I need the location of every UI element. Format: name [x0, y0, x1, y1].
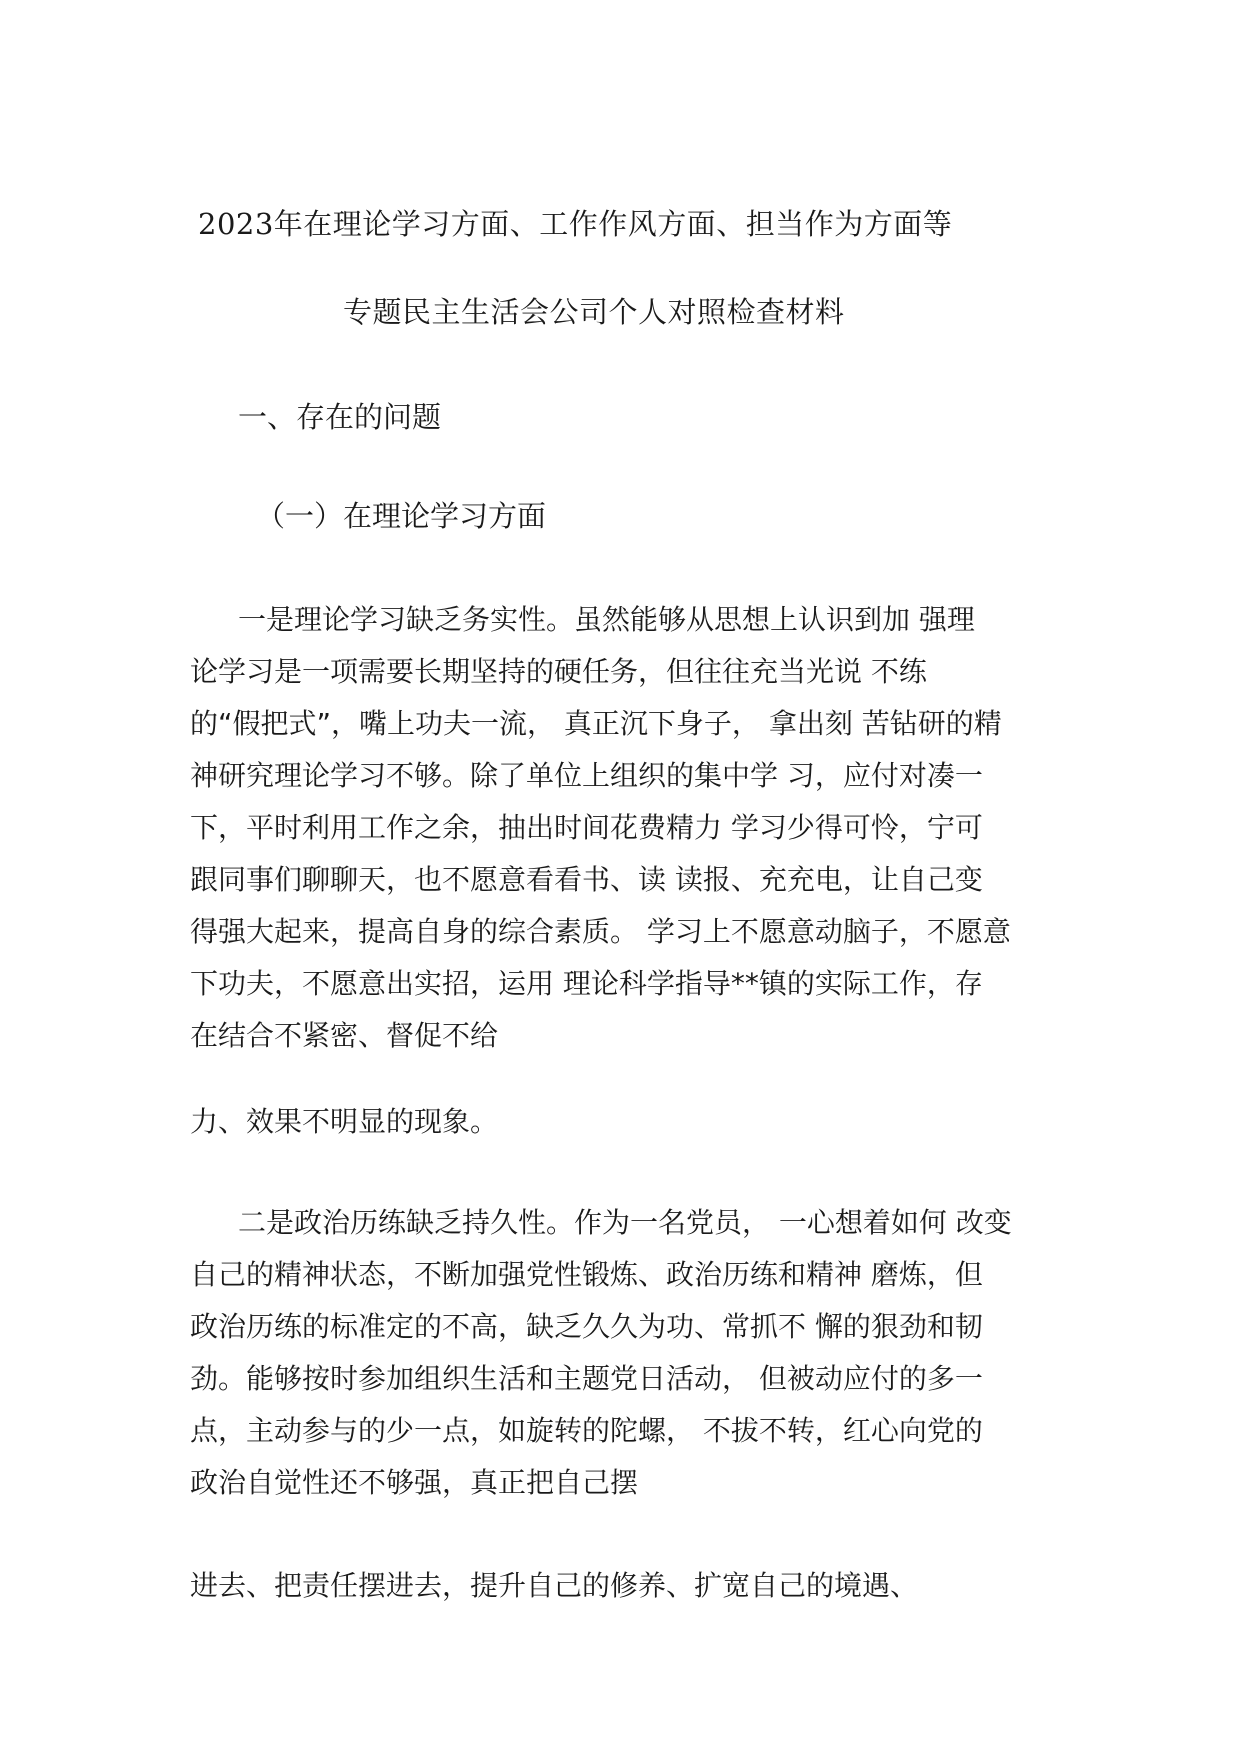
paragraph-line: 论学习是一项需要长期坚持的硬任务，但往往充当光说 不练 [190, 655, 927, 688]
document-title-line-2: 专题民主生活会公司个人对照检查材料 [343, 295, 845, 329]
paragraph-line: 得强大起来，提高自身的综合素质。 学习上不愿意动脑子，不愿意 [190, 915, 1011, 948]
paragraph-line: 政治历练的标准定的不高，缺乏久久为功、常抓不 懈的狠劲和韧 [190, 1310, 983, 1343]
paragraph-line: 进去、把责任摆进去，提升自己的修养、扩宽自己的境遇、 [190, 1569, 919, 1602]
paragraph-line: 二是政治历练缺乏持久性。作为一名党员， 一心想着如何 改变 [238, 1206, 1012, 1239]
paragraph-line: 下功夫，不愿意出实招，运用 理论科学指导**镇的实际工作，存 [190, 967, 983, 1000]
paragraph-line: 自己的精神状态，不断加强党性锻炼、政治历练和精神 磨炼，但 [190, 1258, 983, 1291]
paragraph-line: 跟同事们聊聊天，也不愿意看看书、读 读报、充充电，让自己变 [190, 863, 983, 896]
paragraph-line: 力、效果不明显的现象。 [190, 1105, 499, 1138]
paragraph-line: 下，平时利用工作之余，抽出时间花费精力 学习少得可怜，宁可 [190, 811, 983, 844]
paragraph-line: 政治自觉性还不够强，真正把自己摆 [190, 1466, 639, 1499]
paragraph-political-training [190, 1197, 1070, 1509]
subsection-heading-theory-study: （一）在理论学习方面 [256, 499, 547, 533]
section-heading-problems: 一、存在的问题 [238, 400, 442, 434]
paragraph-line: 的“假把式”，嘴上功夫一流， 真正沉下身子， 拿出刻 苦钻研的精 [190, 707, 1002, 740]
paragraph-theory-study [190, 594, 1070, 1062]
paragraph-line: 在结合不紧密、督促不给 [190, 1019, 499, 1052]
paragraph-line: 劲。能够按时参加组织生活和主题党日活动， 但被动应付的多一 [190, 1362, 983, 1395]
document-title-line-1: 2023年在理论学习方面、工作作风方面、担当作为方面等 [198, 207, 953, 241]
paragraph-continuation [190, 1096, 1070, 1148]
paragraph-line: 点，主动参与的少一点，如旋转的陀螺， 不拔不转，红心向党的 [190, 1414, 983, 1447]
paragraph-continuation-2 [190, 1560, 1070, 1612]
paragraph-line: 一是理论学习缺乏务实性。虽然能够从思想上认识到加 强理 [238, 603, 975, 636]
paragraph-line: 神研究理论学习不够。除了单位上组织的集中学 习，应付对凑一 [190, 759, 983, 792]
